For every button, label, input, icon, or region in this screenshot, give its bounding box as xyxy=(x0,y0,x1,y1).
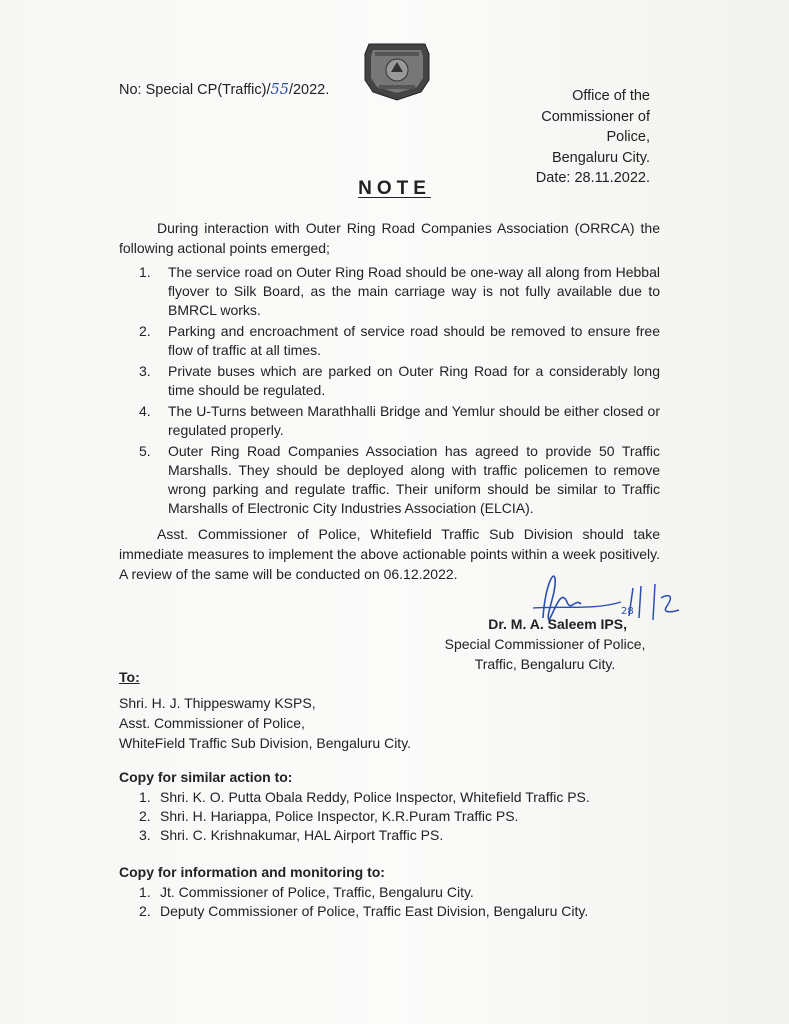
list-item: 4. The U-Turns between Marathhalli Bridge and Yemlur should be either closed or regulated properly. xyxy=(139,403,660,438)
action-points-list xyxy=(119,263,660,520)
signatory-office: Traffic, Bengaluru City. xyxy=(474,656,616,672)
action-paragraph: Asst. Commissioner of Police, Whitefield Traffic Sub Division should take immediate measures to implement the above actionable points within a week positively. A review of the same will be conducted on 06.12.2022. xyxy=(119,526,660,582)
recipient-heading: To: xyxy=(119,669,140,685)
signatory-block xyxy=(435,614,655,674)
copy-for-information-section xyxy=(119,863,588,921)
intro-paragraph: During interaction with Outer Ring Road Companies Association (ORRCA) the following actional points emerged; xyxy=(119,220,660,256)
police-emblem-logo xyxy=(357,40,437,102)
ref-prefix: No: Special CP(Traffic)/ xyxy=(119,82,271,98)
signatory-designation: Special Commissioner of Police, xyxy=(444,636,646,652)
office-address xyxy=(500,86,650,189)
svg-text:28: 28 xyxy=(621,606,634,617)
copy-info-list xyxy=(119,883,588,921)
list-item: 1. Jt. Commissioner of Police, Traffic, Bengaluru City. xyxy=(139,884,474,900)
office-line-3: Bengaluru City. xyxy=(551,149,650,166)
list-item: 3. Shri. C. Krishnakumar, HAL Airport Traffic PS. xyxy=(139,827,444,843)
recipient-line-1: Shri. H. J. Thippeswamy KSPS, xyxy=(119,695,316,711)
reference-number xyxy=(119,82,329,98)
recipient-line-2: Asst. Commissioner of Police, xyxy=(119,715,305,731)
copy-for-action-section xyxy=(119,768,590,845)
office-line-2: Commissioner of Police, xyxy=(541,108,650,145)
recipient-line-3: WhiteField Traffic Sub Division, Bengaluru City. xyxy=(119,735,412,751)
list-item: 2. Parking and encroachment of service road should be removed to ensure free flow of traffic at all times. xyxy=(139,323,660,358)
copy-action-heading: Copy for similar action to: xyxy=(119,769,293,785)
document-date: Date: 28.11.2022. xyxy=(535,170,650,186)
list-item: 1. The service road on Outer Ring Road should be one-way all along from Hebbal flyover to Silk Board, as the main carriage way is not fully available due to BMRCL works. xyxy=(139,264,660,318)
document-title: NOTE xyxy=(358,178,431,199)
ref-handwritten-number: 55 xyxy=(270,82,289,98)
office-line-1: Office of the xyxy=(572,88,650,104)
copy-action-list xyxy=(119,788,590,845)
list-item: 3. Private buses which are parked on Outer Ring Road for a considerably long time should be regulated. xyxy=(139,363,660,398)
list-item: 1. Shri. K. O. Putta Obala Reddy, Police Inspector, Whitefield Traffic PS. xyxy=(139,789,590,805)
list-item: 5. Outer Ring Road Companies Association has agreed to provide 50 Traffic Marshalls. They should be deployed along with traffic policemen to remove wrong parking and regulate traffic. Their uniform should be similar to Traffic Marshalls of Electronic City Industries Association (ELCIA). xyxy=(139,443,660,516)
list-item: 2. Deputy Commissioner of Police, Traffic East Division, Bengaluru City. xyxy=(139,903,589,919)
ref-suffix: /2022. xyxy=(288,82,330,98)
recipient-block xyxy=(119,667,411,753)
copy-info-heading: Copy for information and monitoring to: xyxy=(119,864,385,880)
signatory-name: Dr. M. A. Saleem IPS, xyxy=(488,616,627,632)
list-item: 2. Shri. H. Hariappa, Police Inspector, K.R.Puram Traffic PS. xyxy=(139,808,519,824)
